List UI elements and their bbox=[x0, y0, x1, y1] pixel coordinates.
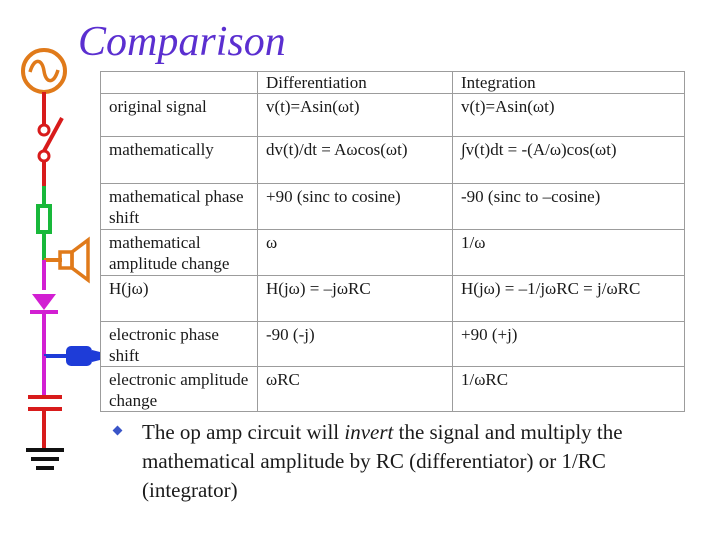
table-cell: 1/ω bbox=[453, 230, 685, 276]
table-cell: -90 (sinc to –cosine) bbox=[453, 184, 685, 230]
table-cell: ∫v(t)dt = -(A/ω)cos(ωt) bbox=[453, 137, 685, 184]
table-header-row bbox=[101, 72, 685, 94]
bullet-text-post: the signal and multiply the mathematical amplitude by RC (differentiator) or 1/RC (integrator) bbox=[142, 420, 623, 502]
bullet-text-emphasis: invert bbox=[344, 420, 394, 444]
table-row bbox=[101, 94, 685, 137]
resistor-icon bbox=[38, 206, 50, 232]
bullet-text-pre: The op amp circuit will bbox=[142, 420, 345, 444]
table-cell: H(jω) bbox=[101, 276, 258, 322]
capacitor-icon bbox=[28, 397, 62, 409]
table-cell: v(t)=Asin(ωt) bbox=[453, 94, 685, 137]
table-cell: +90 (sinc to cosine) bbox=[258, 184, 453, 230]
table-cell: v(t)=Asin(ωt) bbox=[258, 94, 453, 137]
table-row bbox=[101, 276, 685, 322]
bullet-icon bbox=[113, 426, 123, 436]
table-cell: mathematical amplitude change bbox=[101, 230, 258, 276]
table-cell: ωRC bbox=[258, 367, 453, 412]
table-cell: H(jω) = –jωRC bbox=[258, 276, 453, 322]
table-cell: 1/ωRC bbox=[453, 367, 685, 412]
table-header-cell: Integration bbox=[453, 72, 685, 94]
bullet-text bbox=[142, 418, 674, 505]
table-cell: electronic amplitude change bbox=[101, 367, 258, 412]
ground-icon bbox=[26, 450, 64, 468]
speaker-icon bbox=[60, 240, 88, 280]
comparison-table-container bbox=[100, 71, 684, 411]
ac-source-icon bbox=[23, 50, 65, 92]
table-cell: ω bbox=[258, 230, 453, 276]
table-cell: dv(t)/dt = Aωcos(ωt) bbox=[258, 137, 453, 184]
table-row bbox=[101, 137, 685, 184]
circuit-decoration bbox=[0, 0, 110, 540]
table-cell: mathematical phase shift bbox=[101, 184, 258, 230]
diode-icon bbox=[30, 294, 58, 312]
probe-icon bbox=[44, 346, 100, 366]
table-cell: H(jω) = –1/jωRC = j/ωRC bbox=[453, 276, 685, 322]
table-row bbox=[101, 184, 685, 230]
table-row bbox=[101, 230, 685, 276]
table-cell: -90 (-j) bbox=[258, 322, 453, 367]
table-header-cell: Differentiation bbox=[258, 72, 453, 94]
table-cell: original signal bbox=[101, 94, 258, 137]
comparison-table bbox=[100, 71, 685, 412]
bullet-point bbox=[114, 418, 674, 505]
table-cell: mathematically bbox=[101, 137, 258, 184]
switch-icon bbox=[39, 118, 62, 161]
table-row bbox=[101, 367, 685, 412]
table-cell: electronic phase shift bbox=[101, 322, 258, 367]
table-header-cell bbox=[101, 72, 258, 94]
table-row bbox=[101, 322, 685, 367]
slide-title: Comparison bbox=[78, 19, 286, 65]
table-cell: +90 (+j) bbox=[453, 322, 685, 367]
